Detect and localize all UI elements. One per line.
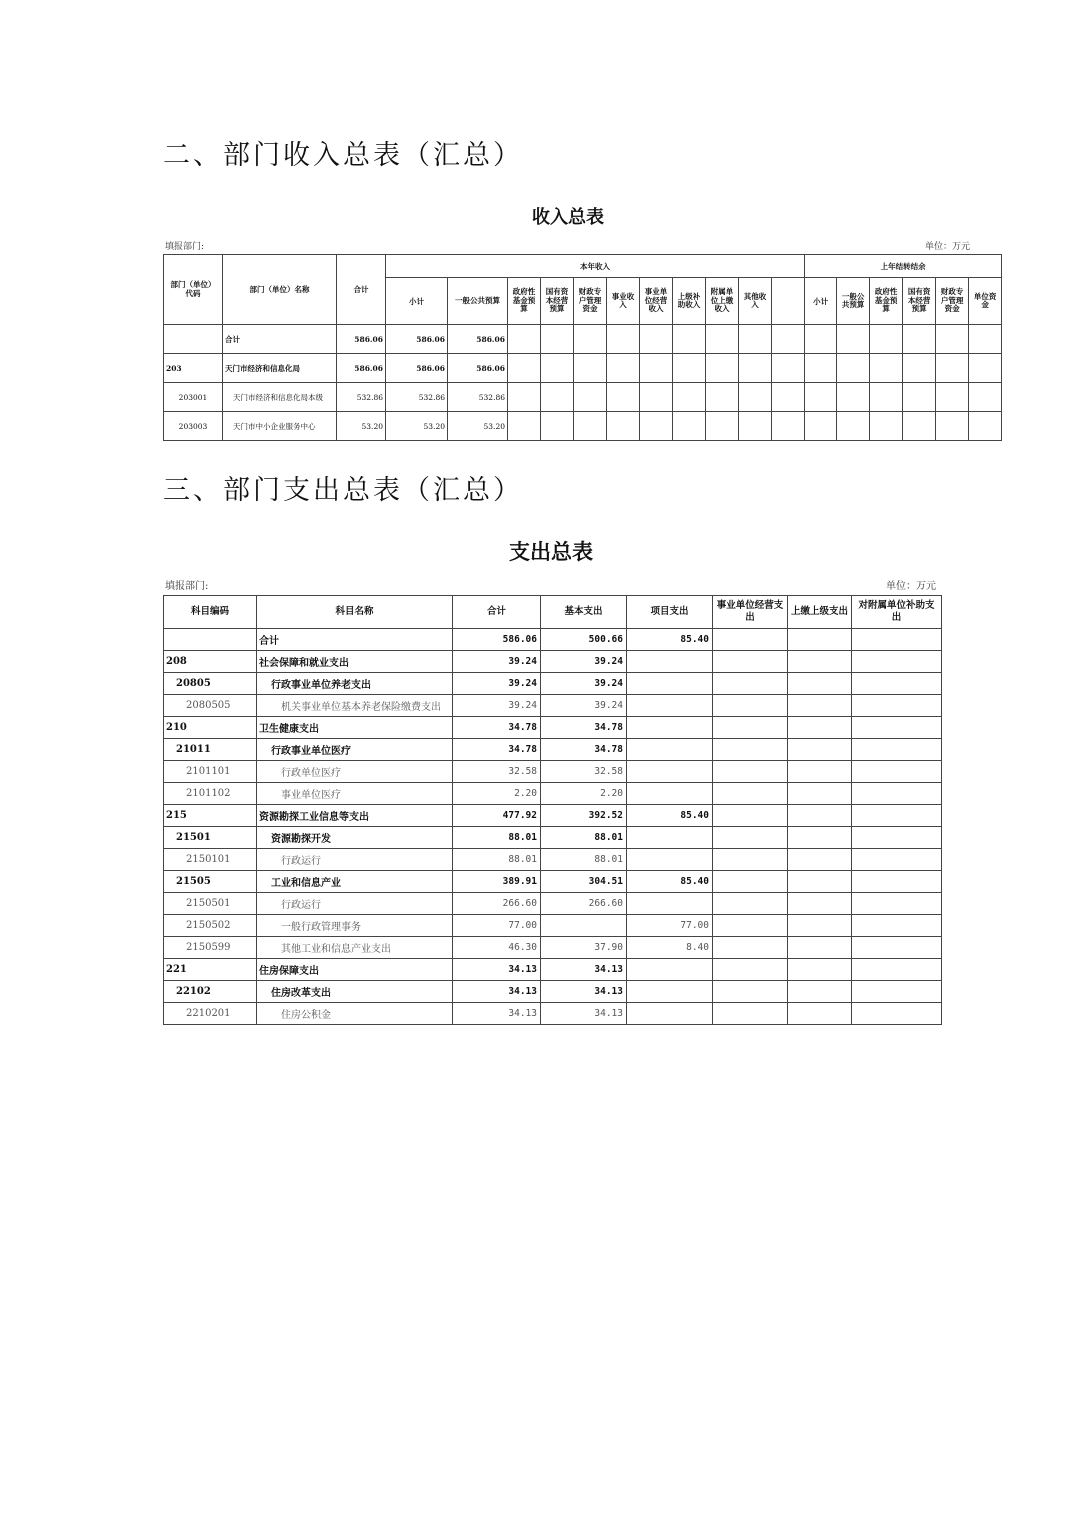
income-col-cy-affiliate: 附属单位上缴收入 xyxy=(706,278,739,325)
income-col-py-special: 财政专户管理资金 xyxy=(936,278,969,325)
exp-cell-empty xyxy=(713,695,788,717)
exp-cell-name: 一般行政管理事务 xyxy=(257,915,453,937)
table-row xyxy=(164,354,1002,383)
exp-cell-name: 机关事业单位基本养老保险缴费支出 xyxy=(257,695,453,717)
exp-cell-empty xyxy=(852,893,942,915)
table-row xyxy=(164,717,942,739)
income-cell-code: 203 xyxy=(164,354,223,383)
exp-cell-project xyxy=(627,827,713,849)
exp-cell-empty xyxy=(852,717,942,739)
income-cell-total: 53.20 xyxy=(337,412,386,441)
income-cell-total: 586.06 xyxy=(337,354,386,383)
table-row xyxy=(164,805,942,827)
income-col-cy-subtotal: 小计 xyxy=(386,278,448,325)
exp-cell-project xyxy=(627,981,713,1003)
exp-header-affiliate: 对附属单位补助支出 xyxy=(852,596,942,629)
exp-cell-empty xyxy=(788,915,852,937)
exp-cell-name: 行政事业单位养老支出 xyxy=(257,673,453,695)
exp-cell-empty xyxy=(713,937,788,959)
exp-cell-empty xyxy=(788,871,852,893)
exp-cell-empty xyxy=(788,937,852,959)
income-table xyxy=(163,254,1002,441)
exp-cell-basic: 34.13 xyxy=(541,1003,627,1025)
exp-cell-code xyxy=(164,629,257,651)
exp-cell-code: 2101102 xyxy=(164,783,257,805)
exp-cell-total: 389.91 xyxy=(453,871,541,893)
income-cell-code: 203001 xyxy=(164,383,223,412)
table-row xyxy=(164,1003,942,1025)
exp-cell-code: 2101101 xyxy=(164,761,257,783)
exp-cell-project: 85.40 xyxy=(627,805,713,827)
table-row xyxy=(164,651,942,673)
exp-cell-basic: 37.90 xyxy=(541,937,627,959)
exp-cell-total: 34.13 xyxy=(453,1003,541,1025)
income-cell-name: 天门市经济和信息化局 xyxy=(223,354,337,383)
exp-cell-total: 39.24 xyxy=(453,673,541,695)
exp-cell-empty xyxy=(852,871,942,893)
exp-header-project: 项目支出 xyxy=(627,596,713,629)
exp-cell-empty xyxy=(788,761,852,783)
exp-cell-code: 2150599 xyxy=(164,937,257,959)
exp-cell-empty xyxy=(713,651,788,673)
exp-header-basic: 基本支出 xyxy=(541,596,627,629)
exp-cell-empty xyxy=(852,629,942,651)
exp-cell-name: 住房保障支出 xyxy=(257,959,453,981)
exp-cell-total: 34.13 xyxy=(453,959,541,981)
exp-cell-total: 34.13 xyxy=(453,981,541,1003)
income-col-cy-special: 财政专户管理资金 xyxy=(574,278,607,325)
exp-cell-total: 477.92 xyxy=(453,805,541,827)
section2-heading: 二、部门收入总表（汇总） xyxy=(163,140,523,171)
exp-cell-total: 586.06 xyxy=(453,629,541,651)
income-cell-total: 586.06 xyxy=(337,325,386,354)
income-cell-subtotal: 586.06 xyxy=(386,325,448,354)
expenditure-fill-dept: 填报部门: xyxy=(165,581,209,592)
exp-cell-empty xyxy=(713,783,788,805)
exp-cell-project xyxy=(627,717,713,739)
income-cell-name: 合计 xyxy=(223,325,337,354)
exp-cell-code: 2150502 xyxy=(164,915,257,937)
exp-cell-project: 77.00 xyxy=(627,915,713,937)
exp-cell-empty xyxy=(713,915,788,937)
income-cell-general: 53.20 xyxy=(448,412,508,441)
exp-cell-empty xyxy=(713,673,788,695)
income-cell-name: 天门市中小企业服务中心 xyxy=(223,412,337,441)
income-col-cy-business: 事业收入 xyxy=(607,278,640,325)
exp-cell-name: 行政单位医疗 xyxy=(257,761,453,783)
exp-cell-empty xyxy=(852,849,942,871)
exp-cell-empty xyxy=(788,673,852,695)
income-col-py-govfund: 政府性基金预算 xyxy=(870,278,903,325)
exp-cell-name: 行政事业单位医疗 xyxy=(257,739,453,761)
exp-cell-empty xyxy=(852,673,942,695)
exp-cell-name: 事业单位医疗 xyxy=(257,783,453,805)
income-cell-subtotal: 53.20 xyxy=(386,412,448,441)
income-col-cy-govfund: 政府性基金预算 xyxy=(508,278,541,325)
exp-cell-empty xyxy=(852,827,942,849)
exp-cell-empty xyxy=(713,717,788,739)
income-col-cy-stateowned: 国有资本经营预算 xyxy=(541,278,574,325)
exp-header-total: 合计 xyxy=(453,596,541,629)
exp-cell-empty xyxy=(713,959,788,981)
exp-cell-code: 2210201 xyxy=(164,1003,257,1025)
income-col-py-general: 一般公共预算 xyxy=(837,278,870,325)
expenditure-unit: 单位：万元 xyxy=(886,581,936,592)
exp-cell-code: 21501 xyxy=(164,827,257,849)
income-col-cy-superior: 上级补助收入 xyxy=(673,278,706,325)
exp-cell-empty xyxy=(852,981,942,1003)
exp-cell-basic: 34.78 xyxy=(541,717,627,739)
exp-cell-empty xyxy=(852,805,942,827)
exp-cell-empty xyxy=(788,893,852,915)
exp-cell-empty xyxy=(788,629,852,651)
exp-cell-basic: 304.51 xyxy=(541,871,627,893)
exp-cell-project xyxy=(627,695,713,717)
exp-cell-code: 21505 xyxy=(164,871,257,893)
exp-cell-basic: 32.58 xyxy=(541,761,627,783)
exp-cell-name: 住房改革支出 xyxy=(257,981,453,1003)
exp-cell-code: 21011 xyxy=(164,739,257,761)
income-cell-code: 203003 xyxy=(164,412,223,441)
table-row xyxy=(164,783,942,805)
table-row xyxy=(164,937,942,959)
exp-cell-name: 社会保障和就业支出 xyxy=(257,651,453,673)
income-header-prior-year: 上年结转结余 xyxy=(805,255,1002,278)
exp-cell-name: 行政运行 xyxy=(257,893,453,915)
exp-cell-code: 2150501 xyxy=(164,893,257,915)
exp-header-operating: 事业单位经营支出 xyxy=(713,596,788,629)
exp-cell-empty xyxy=(713,893,788,915)
income-cell-total: 532.86 xyxy=(337,383,386,412)
exp-cell-empty xyxy=(713,805,788,827)
table-row xyxy=(164,739,942,761)
exp-cell-name: 合计 xyxy=(257,629,453,651)
exp-cell-code: 210 xyxy=(164,717,257,739)
table-row xyxy=(164,959,942,981)
exp-cell-empty xyxy=(713,629,788,651)
table-row xyxy=(164,893,942,915)
exp-cell-name: 资源勘探开发 xyxy=(257,827,453,849)
exp-cell-empty xyxy=(788,981,852,1003)
income-header-total: 合计 xyxy=(337,255,386,325)
exp-cell-name: 工业和信息产业 xyxy=(257,871,453,893)
exp-cell-empty xyxy=(788,739,852,761)
exp-cell-code: 20805 xyxy=(164,673,257,695)
exp-cell-name: 卫生健康支出 xyxy=(257,717,453,739)
exp-cell-name: 行政运行 xyxy=(257,849,453,871)
exp-cell-empty xyxy=(713,849,788,871)
income-col-cy-general: 一般公共预算 xyxy=(448,278,508,325)
income-col-py-stateowned: 国有资本经营预算 xyxy=(903,278,936,325)
income-unit: 单位：万元 xyxy=(924,242,970,252)
table-row xyxy=(164,827,942,849)
exp-cell-project: 8.40 xyxy=(627,937,713,959)
exp-header-name: 科目名称 xyxy=(257,596,453,629)
exp-header-superior: 上缴上级支出 xyxy=(788,596,852,629)
exp-cell-project xyxy=(627,761,713,783)
exp-cell-empty xyxy=(788,827,852,849)
table-row xyxy=(164,849,942,871)
income-col-py-subtotal: 小计 xyxy=(805,278,837,325)
exp-cell-code: 208 xyxy=(164,651,257,673)
exp-cell-empty xyxy=(713,981,788,1003)
exp-cell-empty xyxy=(852,937,942,959)
exp-cell-project xyxy=(627,739,713,761)
exp-cell-empty xyxy=(713,1003,788,1025)
income-cell-subtotal: 532.86 xyxy=(386,383,448,412)
exp-cell-total: 88.01 xyxy=(453,827,541,849)
exp-cell-empty xyxy=(788,717,852,739)
exp-cell-code: 22102 xyxy=(164,981,257,1003)
exp-cell-empty xyxy=(852,1003,942,1025)
exp-cell-project xyxy=(627,849,713,871)
income-cell-general: 586.06 xyxy=(448,325,508,354)
exp-header-code: 科目编码 xyxy=(164,596,257,629)
income-table-title: 收入总表 xyxy=(532,207,604,228)
exp-cell-basic: 2.20 xyxy=(541,783,627,805)
exp-cell-empty xyxy=(788,651,852,673)
exp-cell-empty xyxy=(852,651,942,673)
income-header-dept-code: 部门（单位）代码 xyxy=(164,255,223,325)
table-row xyxy=(164,629,942,651)
exp-cell-empty xyxy=(713,827,788,849)
income-cell-name: 天门市经济和信息化局本级 xyxy=(223,383,337,412)
exp-cell-total: 39.24 xyxy=(453,695,541,717)
income-col-cy-blank xyxy=(772,278,805,325)
exp-cell-basic: 39.24 xyxy=(541,673,627,695)
table-row xyxy=(164,412,1002,441)
exp-cell-basic xyxy=(541,915,627,937)
exp-cell-basic: 34.78 xyxy=(541,739,627,761)
table-row xyxy=(164,325,1002,354)
exp-cell-empty xyxy=(852,739,942,761)
exp-cell-empty xyxy=(788,1003,852,1025)
exp-cell-project xyxy=(627,673,713,695)
section3-heading: 三、部门支出总表（汇总） xyxy=(163,475,523,506)
table-row xyxy=(164,761,942,783)
exp-cell-project xyxy=(627,959,713,981)
income-col-py-unitfund: 单位资金 xyxy=(969,278,1002,325)
exp-cell-empty xyxy=(788,849,852,871)
income-cell-general: 586.06 xyxy=(448,354,508,383)
expenditure-table-title: 支出总表 xyxy=(509,539,593,564)
exp-cell-empty xyxy=(788,783,852,805)
table-row xyxy=(164,981,942,1003)
exp-cell-basic: 34.13 xyxy=(541,959,627,981)
exp-cell-name: 其他工业和信息产业支出 xyxy=(257,937,453,959)
exp-cell-code: 2150101 xyxy=(164,849,257,871)
income-col-cy-operating: 事业单位经营收入 xyxy=(640,278,673,325)
expenditure-table xyxy=(163,595,942,1025)
exp-cell-empty xyxy=(852,783,942,805)
exp-cell-total: 46.30 xyxy=(453,937,541,959)
exp-cell-basic: 34.13 xyxy=(541,981,627,1003)
exp-cell-empty xyxy=(852,761,942,783)
exp-cell-total: 34.78 xyxy=(453,739,541,761)
table-row xyxy=(164,695,942,717)
table-row xyxy=(164,383,1002,412)
exp-cell-project xyxy=(627,893,713,915)
exp-cell-code: 2080505 xyxy=(164,695,257,717)
exp-cell-code: 221 xyxy=(164,959,257,981)
exp-cell-empty xyxy=(713,739,788,761)
exp-cell-empty xyxy=(713,761,788,783)
exp-cell-total: 77.00 xyxy=(453,915,541,937)
table-row xyxy=(164,915,942,937)
exp-cell-empty xyxy=(788,695,852,717)
exp-cell-name: 住房公积金 xyxy=(257,1003,453,1025)
exp-cell-empty xyxy=(788,959,852,981)
exp-cell-basic: 88.01 xyxy=(541,827,627,849)
exp-cell-project xyxy=(627,651,713,673)
exp-cell-basic: 39.24 xyxy=(541,695,627,717)
table-row xyxy=(164,871,942,893)
exp-cell-total: 88.01 xyxy=(453,849,541,871)
income-cell-general: 532.86 xyxy=(448,383,508,412)
exp-cell-basic: 266.60 xyxy=(541,893,627,915)
table-row xyxy=(164,673,942,695)
exp-cell-total: 2.20 xyxy=(453,783,541,805)
exp-cell-empty xyxy=(852,695,942,717)
exp-cell-empty xyxy=(852,959,942,981)
income-cell-code xyxy=(164,325,223,354)
exp-cell-code: 215 xyxy=(164,805,257,827)
exp-cell-basic: 88.01 xyxy=(541,849,627,871)
exp-cell-basic: 500.66 xyxy=(541,629,627,651)
income-header-current-year: 本年收入 xyxy=(386,255,805,278)
exp-cell-empty xyxy=(788,805,852,827)
exp-cell-project xyxy=(627,1003,713,1025)
exp-cell-total: 266.60 xyxy=(453,893,541,915)
exp-cell-project: 85.40 xyxy=(627,629,713,651)
income-fill-dept: 填报部门: xyxy=(165,242,205,252)
income-header-dept-name: 部门（单位）名称 xyxy=(223,255,337,325)
exp-cell-total: 39.24 xyxy=(453,651,541,673)
exp-cell-total: 34.78 xyxy=(453,717,541,739)
exp-cell-project xyxy=(627,783,713,805)
exp-cell-name: 资源勘探工业信息等支出 xyxy=(257,805,453,827)
exp-cell-project: 85.40 xyxy=(627,871,713,893)
income-cell-subtotal: 586.06 xyxy=(386,354,448,383)
exp-cell-empty xyxy=(852,915,942,937)
income-col-cy-other: 其他收入 xyxy=(739,278,772,325)
exp-cell-empty xyxy=(713,871,788,893)
exp-cell-total: 32.58 xyxy=(453,761,541,783)
exp-cell-basic: 39.24 xyxy=(541,651,627,673)
exp-cell-basic: 392.52 xyxy=(541,805,627,827)
